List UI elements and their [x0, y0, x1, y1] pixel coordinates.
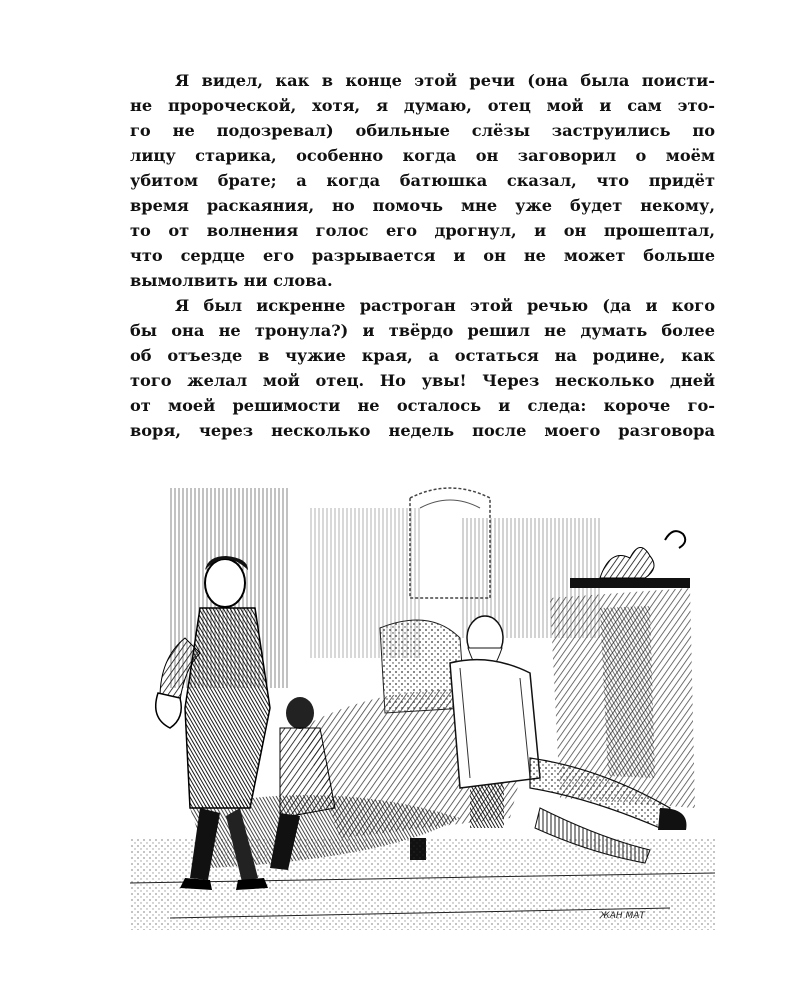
text-line: время раскаяния, но помочь мне уже будет некому, — [130, 196, 715, 215]
engraver-signature: ЖАН МАТ — [600, 911, 645, 921]
paragraph-1 — [130, 68, 715, 293]
paragraph-2 — [130, 293, 715, 443]
text-line: того желал мой отец. Но увы! Через несколько дней — [130, 371, 715, 390]
text-line: Я был искренне растроган этой речью (да и кого — [175, 296, 715, 315]
text-line: воря, через несколько недель после моего разговора — [130, 421, 715, 440]
text-line: об отъезде в чужие края, а остаться на родине, как — [130, 346, 715, 365]
text-line: что сердце его разрывается и он не может больше — [130, 246, 715, 265]
text-line: Я видел, как в конце этой речи (она была поисти- — [175, 71, 715, 90]
text-line: лицу старика, особенно когда он заговорил о моём — [130, 146, 715, 165]
text-line: го не подозревал) обильные слёзы заструились по — [130, 121, 715, 140]
text-line: не пророческой, хотя, я думаю, отец мой и сам это- — [130, 96, 715, 115]
body-text — [130, 68, 715, 443]
text-line: вымолвить ни слова. — [130, 271, 333, 290]
text-line: убитом брате; а когда батюшка сказал, что придёт — [130, 171, 715, 190]
text-line: бы она не тронула?) и твёрдо решил не думать более — [130, 321, 715, 340]
text-line: то от волнения голос его дрогнул, и он прошептал, — [130, 221, 715, 240]
text-line: от моей решимости не осталось и следа: короче го- — [130, 396, 715, 415]
engraving-scene — [130, 478, 715, 930]
engraving-illustration — [130, 478, 715, 930]
